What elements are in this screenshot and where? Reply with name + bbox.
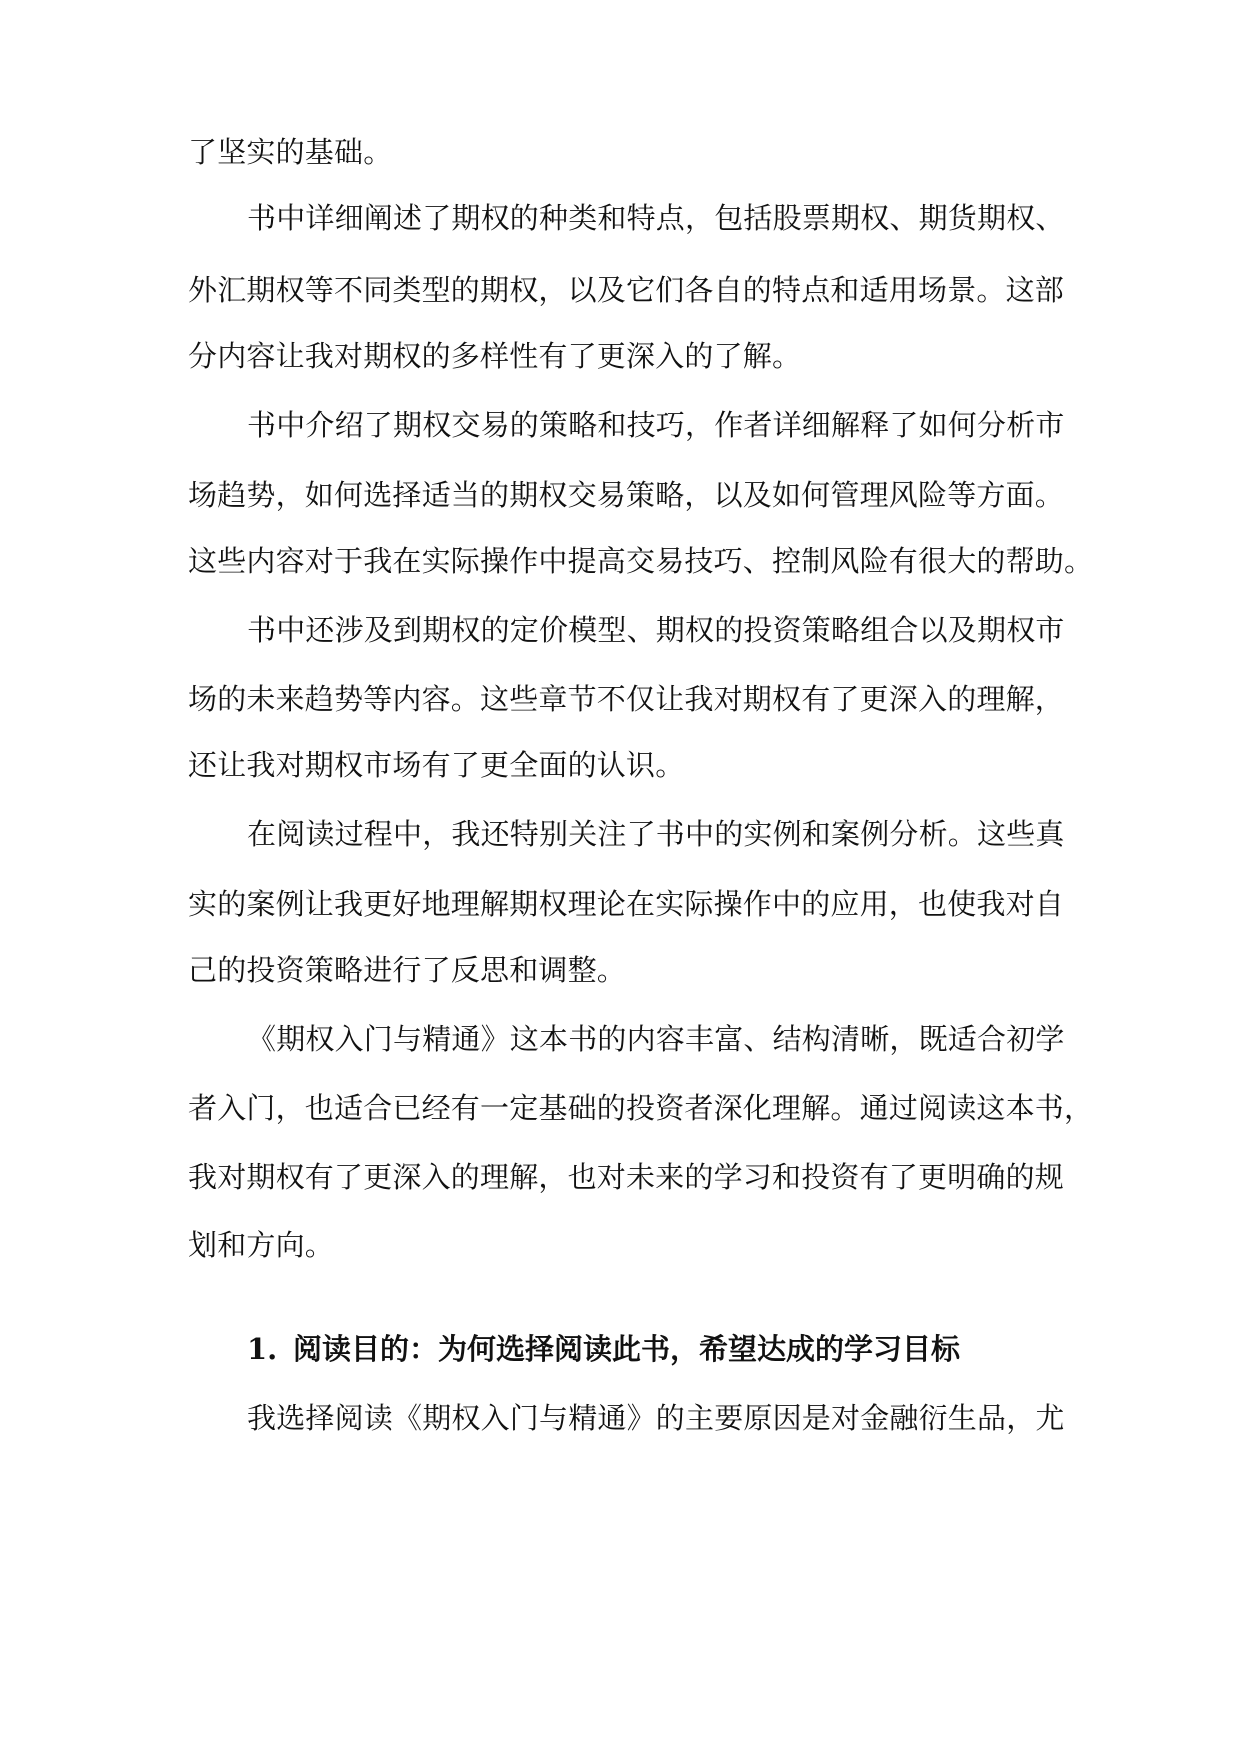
paragraph-line: 外汇期权等不同类型的期权，以及它们各自的特点和适用场景。这部 [188, 273, 1065, 307]
paragraph-line: 这些内容对于我在实际操作中提高交易技巧、控制风险有很大的帮助。 [188, 544, 1094, 578]
paragraph-line: 划和方向。 [188, 1228, 335, 1262]
paragraph-line: 书中详细阐述了期权的种类和特点，包括股票期权、期货期权、 [247, 201, 1065, 235]
paragraph-line: 书中介绍了期权交易的策略和技巧，作者详细解释了如何分析市 [247, 408, 1065, 442]
paragraph-line: 书中还涉及到期权的定价模型、期权的投资策略组合以及期权市 [247, 613, 1065, 647]
paragraph-line: 场趋势，如何选择适当的期权交易策略，以及如何管理风险等方面。 [188, 478, 1065, 512]
paragraph-line: 场的未来趋势等内容。这些章节不仅让我对期权有了更深入的理解， [188, 682, 1065, 716]
paragraph-line: 己的投资策略进行了反思和调整。 [188, 953, 627, 987]
paragraph-line: 还让我对期权市场有了更全面的认识。 [188, 748, 685, 782]
paragraph-line: 分内容让我对期权的多样性有了更深入的了解。 [188, 339, 802, 373]
section-heading [247, 1329, 960, 1369]
paragraph-line: 在阅读过程中，我还特别关注了书中的实例和案例分析。这些真 [247, 817, 1065, 851]
paragraph-line: 我对期权有了更深入的理解，也对未来的学习和投资有了更明确的规 [188, 1160, 1065, 1194]
section-number: 1. [247, 1332, 278, 1366]
paragraph-line: 实的案例让我更好地理解期权理论在实际操作中的应用，也使我对自 [188, 887, 1065, 921]
section-title: 阅读目的：为何选择阅读此书，希望达成的学习目标 [293, 1332, 961, 1366]
paragraph-line: 了坚实的基础。 [188, 135, 393, 169]
paragraph-line: 《期权入门与精通》这本书的内容丰富、结构清晰，既适合初学 [247, 1022, 1065, 1056]
paragraph-line: 者入门，也适合已经有一定基础的投资者深化理解。通过阅读这本书， [188, 1091, 1094, 1125]
paragraph-line: 我选择阅读《期权入门与精通》的主要原因是对金融衍生品，尤 [247, 1401, 1065, 1435]
